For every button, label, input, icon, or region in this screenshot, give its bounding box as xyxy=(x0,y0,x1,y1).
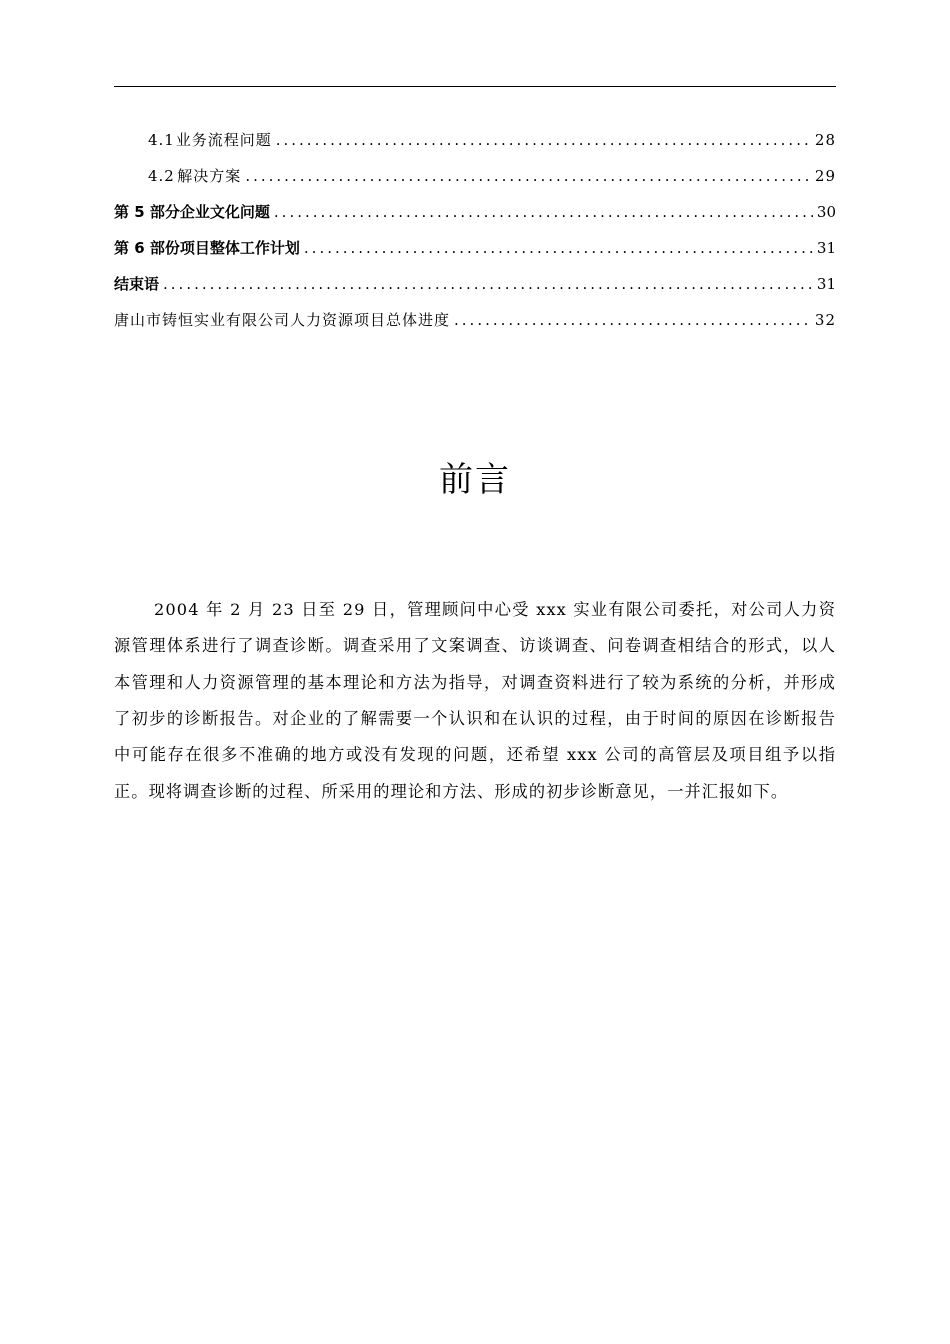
toc-entry-title: 唐山市铸恒实业有限公司人力资源项目总体进度 xyxy=(114,311,451,329)
toc-leader-dots xyxy=(304,230,813,266)
preface-heading: 前言 xyxy=(439,460,511,500)
toc-entry-conclusion[interactable] xyxy=(114,266,836,302)
toc-entry-page: 31 xyxy=(816,239,836,257)
toc-entry-part-6[interactable] xyxy=(114,230,836,266)
toc-entry-title: 解决方案 xyxy=(177,167,242,185)
preface-paragraph: 2004 年 2 月 23 日至 29 日，管理顾问中心受 xxx 实业有限公司委托，对公司人力资源管理体系进行了调查诊断。调查采用了文案调查、访谈调查、问卷调查相结合的形式，以人本管理和人力资源管理的基本理论和方法为指导，对调查资料进行了较为系统的分析，并形成了初步的诊断报告。对企业的了解需要一个认识和在认识的过程，由于时间的原因在诊断报告中可能存在很多不准确的地方或没有发现的问题，还希望 xxx 公司的高管层及项目组予以指正。现将调查诊断的过程、所采用的理论和方法、形成的初步诊断意见，一并汇报如下。 xyxy=(114,600,836,801)
toc-entry-part-5[interactable] xyxy=(114,194,836,230)
toc-entry-number: 4.1 xyxy=(148,131,175,149)
toc-entry-page: 31 xyxy=(816,275,836,293)
toc-entry-4-1[interactable] xyxy=(114,122,836,158)
toc-entry-4-2[interactable] xyxy=(114,158,836,194)
toc-leader-dots xyxy=(245,158,811,194)
toc-entry-schedule[interactable] xyxy=(114,302,836,338)
toc-entry-title: 结束语 xyxy=(114,275,160,293)
toc-entry-number: 第 6 部份 xyxy=(114,239,180,257)
toc-leader-dots xyxy=(276,122,811,158)
toc-entry-page: 28 xyxy=(814,131,836,149)
header-rule xyxy=(114,86,836,87)
toc-leader-dots xyxy=(163,266,813,302)
toc-entry-title: 企业文化问题 xyxy=(179,203,270,221)
table-of-contents xyxy=(114,122,836,338)
toc-entry-number: 第 5 部分 xyxy=(114,203,180,221)
toc-entry-page: 32 xyxy=(814,311,836,329)
toc-leader-dots xyxy=(454,302,811,338)
toc-entry-title: 项目整体工作计划 xyxy=(179,239,300,257)
toc-entry-page: 29 xyxy=(814,167,836,185)
toc-entry-title: 业务流程问题 xyxy=(175,131,272,149)
toc-entry-page: 30 xyxy=(816,203,836,221)
toc-leader-dots xyxy=(274,194,813,230)
toc-entry-number: 4.2 xyxy=(148,167,175,185)
